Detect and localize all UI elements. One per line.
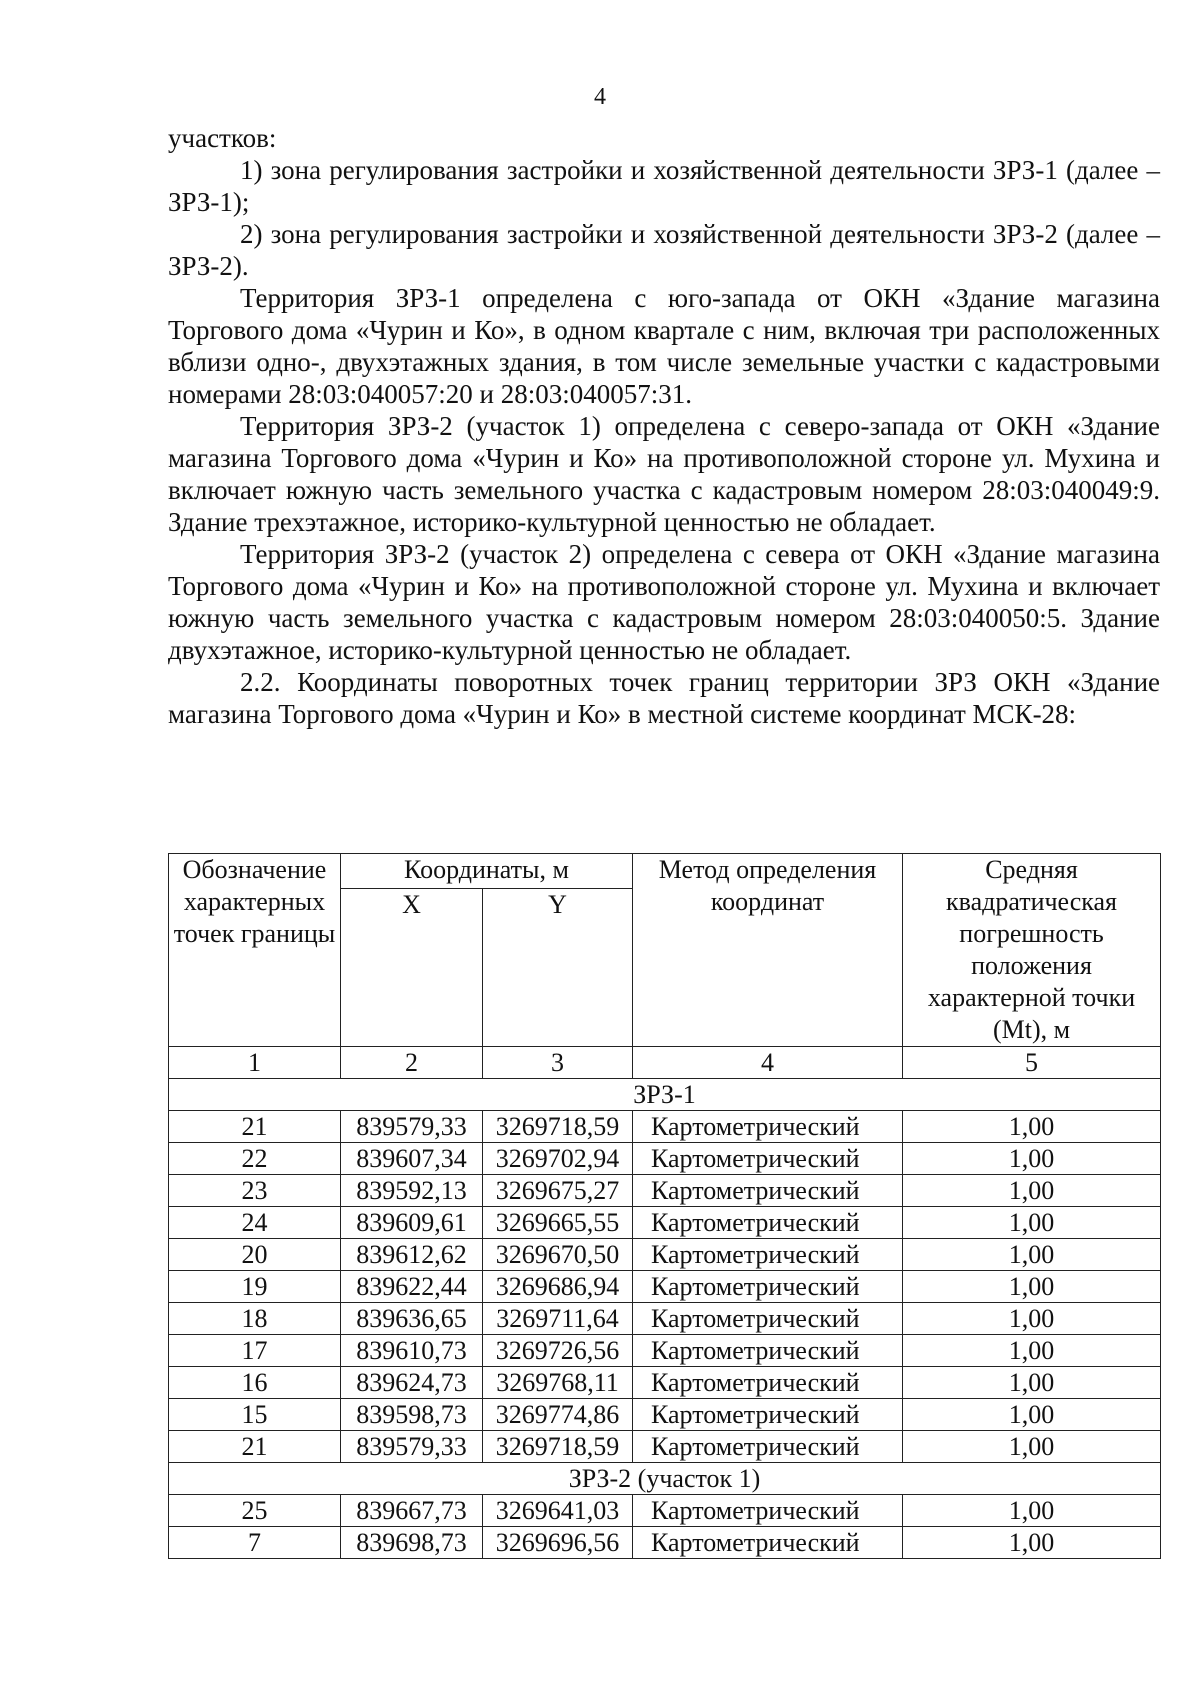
zone-title: ЗРЗ-2 (участок 1) xyxy=(169,1463,1161,1495)
method-cell: Картометрический xyxy=(633,1367,903,1399)
table-row xyxy=(169,1207,1161,1239)
y-coordinate-cell: 3269726,56 xyxy=(483,1335,633,1367)
table-row xyxy=(169,1495,1161,1527)
error-cell: 1,00 xyxy=(903,1207,1161,1239)
x-coordinate-cell: 839579,33 xyxy=(341,1431,483,1463)
column-number: 5 xyxy=(903,1047,1161,1079)
point-id-cell: 18 xyxy=(169,1303,341,1335)
page-number: 4 xyxy=(594,84,606,110)
error-cell: 1,00 xyxy=(903,1431,1161,1463)
x-coordinate-cell: 839579,33 xyxy=(341,1111,483,1143)
y-coordinate-cell: 3269665,55 xyxy=(483,1207,633,1239)
point-id-cell: 21 xyxy=(169,1431,341,1463)
point-id-cell: 22 xyxy=(169,1143,341,1175)
paragraph: Территория ЗРЗ-1 определена с юго-запада от ОКН «Здание магазина Торгового дома «Чурин и Ко», в одном квартале с ним, включая три расположенных вблизи одно-, двухэтажных здания, в том числе земельные участки с кадастровыми номерами 28:03:040057:20 и 28:03:040057:31. xyxy=(168,283,1160,409)
table-row xyxy=(169,1335,1161,1367)
point-id-cell: 19 xyxy=(169,1271,341,1303)
method-cell: Картометрический xyxy=(633,1207,903,1239)
x-coordinate-cell: 839667,73 xyxy=(341,1495,483,1527)
point-id-cell: 23 xyxy=(169,1175,341,1207)
method-cell: Картометрический xyxy=(633,1303,903,1335)
table-row xyxy=(169,1303,1161,1335)
y-coordinate-cell: 3269675,27 xyxy=(483,1175,633,1207)
method-cell: Картометрический xyxy=(633,1143,903,1175)
table-row xyxy=(169,1175,1161,1207)
paragraph: Территория ЗРЗ-2 (участок 1) определена с северо-запада от ОКН «Здание магазина Торгового дома «Чурин и Ко» на противоположной стороне ул. Мухина и включает южную часть земельного участка с кадастровым номером 28:03:040049:9. Здание трехэтажное, историко-культурной ценностью не обладает. xyxy=(168,411,1160,537)
table-row xyxy=(169,1143,1161,1175)
point-id-cell: 24 xyxy=(169,1207,341,1239)
table-row xyxy=(169,1271,1161,1303)
table-row xyxy=(169,1431,1161,1463)
y-coordinate-cell: 3269702,94 xyxy=(483,1143,633,1175)
x-coordinate-cell: 839607,34 xyxy=(341,1143,483,1175)
table-row xyxy=(169,1111,1161,1143)
zone-header-row xyxy=(169,1463,1161,1495)
paragraph: 2.2. Координаты поворотных точек границ территории ЗРЗ ОКН «Здание магазина Торгового дома «Чурин и Ко» в местной системе координат МСК-28: xyxy=(168,667,1160,729)
error-cell: 1,00 xyxy=(903,1239,1161,1271)
column-number-row xyxy=(169,1047,1161,1079)
method-cell: Картометрический xyxy=(633,1111,903,1143)
table-row xyxy=(169,1239,1161,1271)
y-coordinate-cell: 3269774,86 xyxy=(483,1399,633,1431)
paragraph: Территория ЗРЗ-2 (участок 2) определена с севера от ОКН «Здание магазина Торгового дома «Чурин и Ко» на противоположной стороне ул. Мухина и включает южную часть земельного участка с кадастровым номером 28:03:040050:5. Здание двухэтажное, историко-культурной ценностью не обладает. xyxy=(168,539,1160,665)
paragraph: участков: xyxy=(168,123,277,153)
y-coordinate-cell: 3269686,94 xyxy=(483,1271,633,1303)
x-coordinate-cell: 839610,73 xyxy=(341,1335,483,1367)
point-id-cell: 7 xyxy=(169,1527,341,1559)
method-cell: Картометрический xyxy=(633,1175,903,1207)
column-number: 1 xyxy=(169,1047,341,1079)
point-id-cell: 17 xyxy=(169,1335,341,1367)
body-text xyxy=(168,122,1160,730)
error-cell: 1,00 xyxy=(903,1111,1161,1143)
column-number: 4 xyxy=(633,1047,903,1079)
table-row xyxy=(169,1527,1161,1559)
method-cell: Картометрический xyxy=(633,1239,903,1271)
coordinates-table xyxy=(168,853,1161,1559)
x-coordinate-cell: 839598,73 xyxy=(341,1399,483,1431)
x-coordinate-cell: 839592,13 xyxy=(341,1175,483,1207)
header-method: Метод определения координат xyxy=(633,854,903,1047)
y-coordinate-cell: 3269696,56 xyxy=(483,1527,633,1559)
method-cell: Картометрический xyxy=(633,1271,903,1303)
point-id-cell: 20 xyxy=(169,1239,341,1271)
zone-title: ЗРЗ-1 xyxy=(169,1079,1161,1111)
header-error: Средняя квадратическая погрешность положения характерной точки (Mt), м xyxy=(903,854,1161,1047)
y-coordinate-cell: 3269711,64 xyxy=(483,1303,633,1335)
error-cell: 1,00 xyxy=(903,1303,1161,1335)
header-point-designation: Обозначение характерных точек границы xyxy=(169,854,341,1047)
x-coordinate-cell: 839698,73 xyxy=(341,1527,483,1559)
x-coordinate-cell: 839636,65 xyxy=(341,1303,483,1335)
x-coordinate-cell: 839622,44 xyxy=(341,1271,483,1303)
y-coordinate-cell: 3269718,59 xyxy=(483,1111,633,1143)
header-x: X xyxy=(341,888,483,1046)
method-cell: Картометрический xyxy=(633,1431,903,1463)
zone-header-row xyxy=(169,1079,1161,1111)
point-id-cell: 25 xyxy=(169,1495,341,1527)
paragraph: 1) зона регулирования застройки и хозяйственной деятельности ЗРЗ-1 (далее – ЗРЗ-1); xyxy=(168,155,1160,217)
error-cell: 1,00 xyxy=(903,1367,1161,1399)
header-coordinates: Координаты, м xyxy=(341,854,633,889)
error-cell: 1,00 xyxy=(903,1495,1161,1527)
error-cell: 1,00 xyxy=(903,1271,1161,1303)
column-number: 2 xyxy=(341,1047,483,1079)
method-cell: Картометрический xyxy=(633,1335,903,1367)
point-id-cell: 21 xyxy=(169,1111,341,1143)
table-row xyxy=(169,1367,1161,1399)
error-cell: 1,00 xyxy=(903,1143,1161,1175)
error-cell: 1,00 xyxy=(903,1399,1161,1431)
table-row xyxy=(169,1399,1161,1431)
table-body xyxy=(169,1079,1161,1559)
error-cell: 1,00 xyxy=(903,1175,1161,1207)
x-coordinate-cell: 839612,62 xyxy=(341,1239,483,1271)
y-coordinate-cell: 3269641,03 xyxy=(483,1495,633,1527)
y-coordinate-cell: 3269718,59 xyxy=(483,1431,633,1463)
point-id-cell: 15 xyxy=(169,1399,341,1431)
y-coordinate-cell: 3269768,11 xyxy=(483,1367,633,1399)
y-coordinate-cell: 3269670,50 xyxy=(483,1239,633,1271)
header-y: Y xyxy=(483,888,633,1046)
error-cell: 1,00 xyxy=(903,1335,1161,1367)
method-cell: Картометрический xyxy=(633,1399,903,1431)
paragraph: 2) зона регулирования застройки и хозяйственной деятельности ЗРЗ-2 (далее – ЗРЗ-2). xyxy=(168,219,1160,281)
point-id-cell: 16 xyxy=(169,1367,341,1399)
method-cell: Картометрический xyxy=(633,1527,903,1559)
x-coordinate-cell: 839609,61 xyxy=(341,1207,483,1239)
column-number: 3 xyxy=(483,1047,633,1079)
method-cell: Картометрический xyxy=(633,1495,903,1527)
x-coordinate-cell: 839624,73 xyxy=(341,1367,483,1399)
error-cell: 1,00 xyxy=(903,1527,1161,1559)
